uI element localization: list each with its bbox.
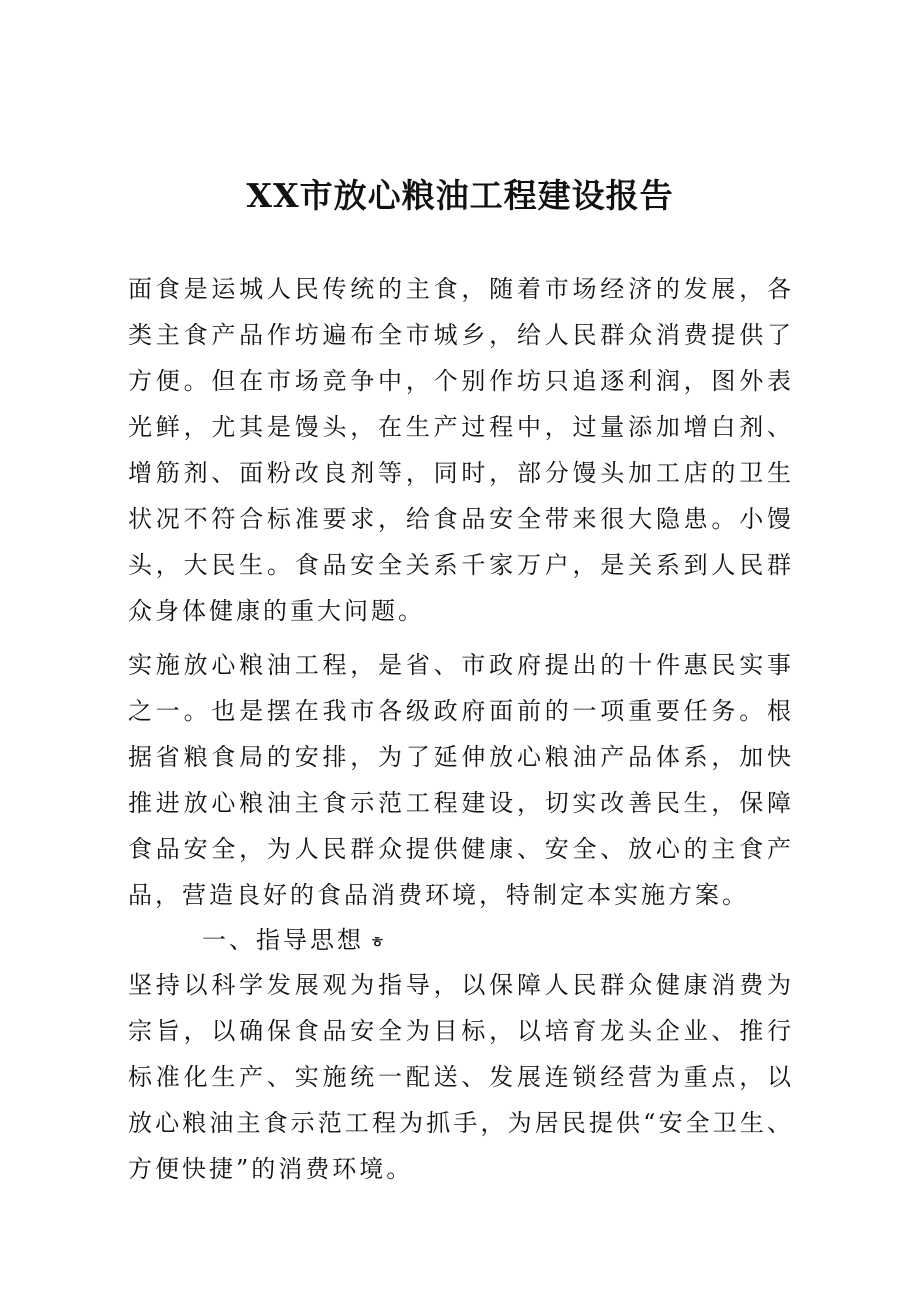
section-mark-glyph: ㅎ [370, 932, 388, 951]
section-heading [202, 917, 388, 965]
paragraph-purpose: 实施放心粮油工程，是省、市政府提出的十件惠民实事之一。也是摆在我市各级政府面前的一项重要任务。根据省粮食局的安排，为了延伸放心粮油产品体系，加快推进放心粮油主食示范工程建设，切实改善民生，保障食品安全，为人民群众提供健康、安全、放心的主食产品，营造良好的食品消费环境，特制定本实施方案。 [128, 651, 794, 909]
section-heading-text: 一、指导思想 [202, 926, 364, 954]
document-title: XX市放心粮油工程建设报告 [246, 176, 674, 215]
paragraph-guiding-thought: 坚持以科学发展观为指导，以保障人民群众健康消费为宗旨，以确保食品安全为目标，以培育龙头企业、推行标准化生产、实施统一配送、发展连锁经营为重点，以放心粮油主食示范工程为抓手，为居民提供“安全卫生、方便快捷”的消费环境。 [128, 971, 794, 1183]
paragraph-intro: 面食是运城人民传统的主食，随着市场经济的发展，各类主食产品作坊遍布全市城乡，给人民群众消费提供了方便。但在市场竞争中，个别作坊只追逐利润，图外表光鲜，尤其是馒头，在生产过程中，过量添加增白剂、增筋剂、面粉改良剂等，同时，部分馒头加工店的卫生状况不符合标准要求，给食品安全带来很大隐患。小馒头，大民生。食品安全关系千家万户，是关系到人民群众身体健康的重大问题。 [128, 275, 794, 625]
